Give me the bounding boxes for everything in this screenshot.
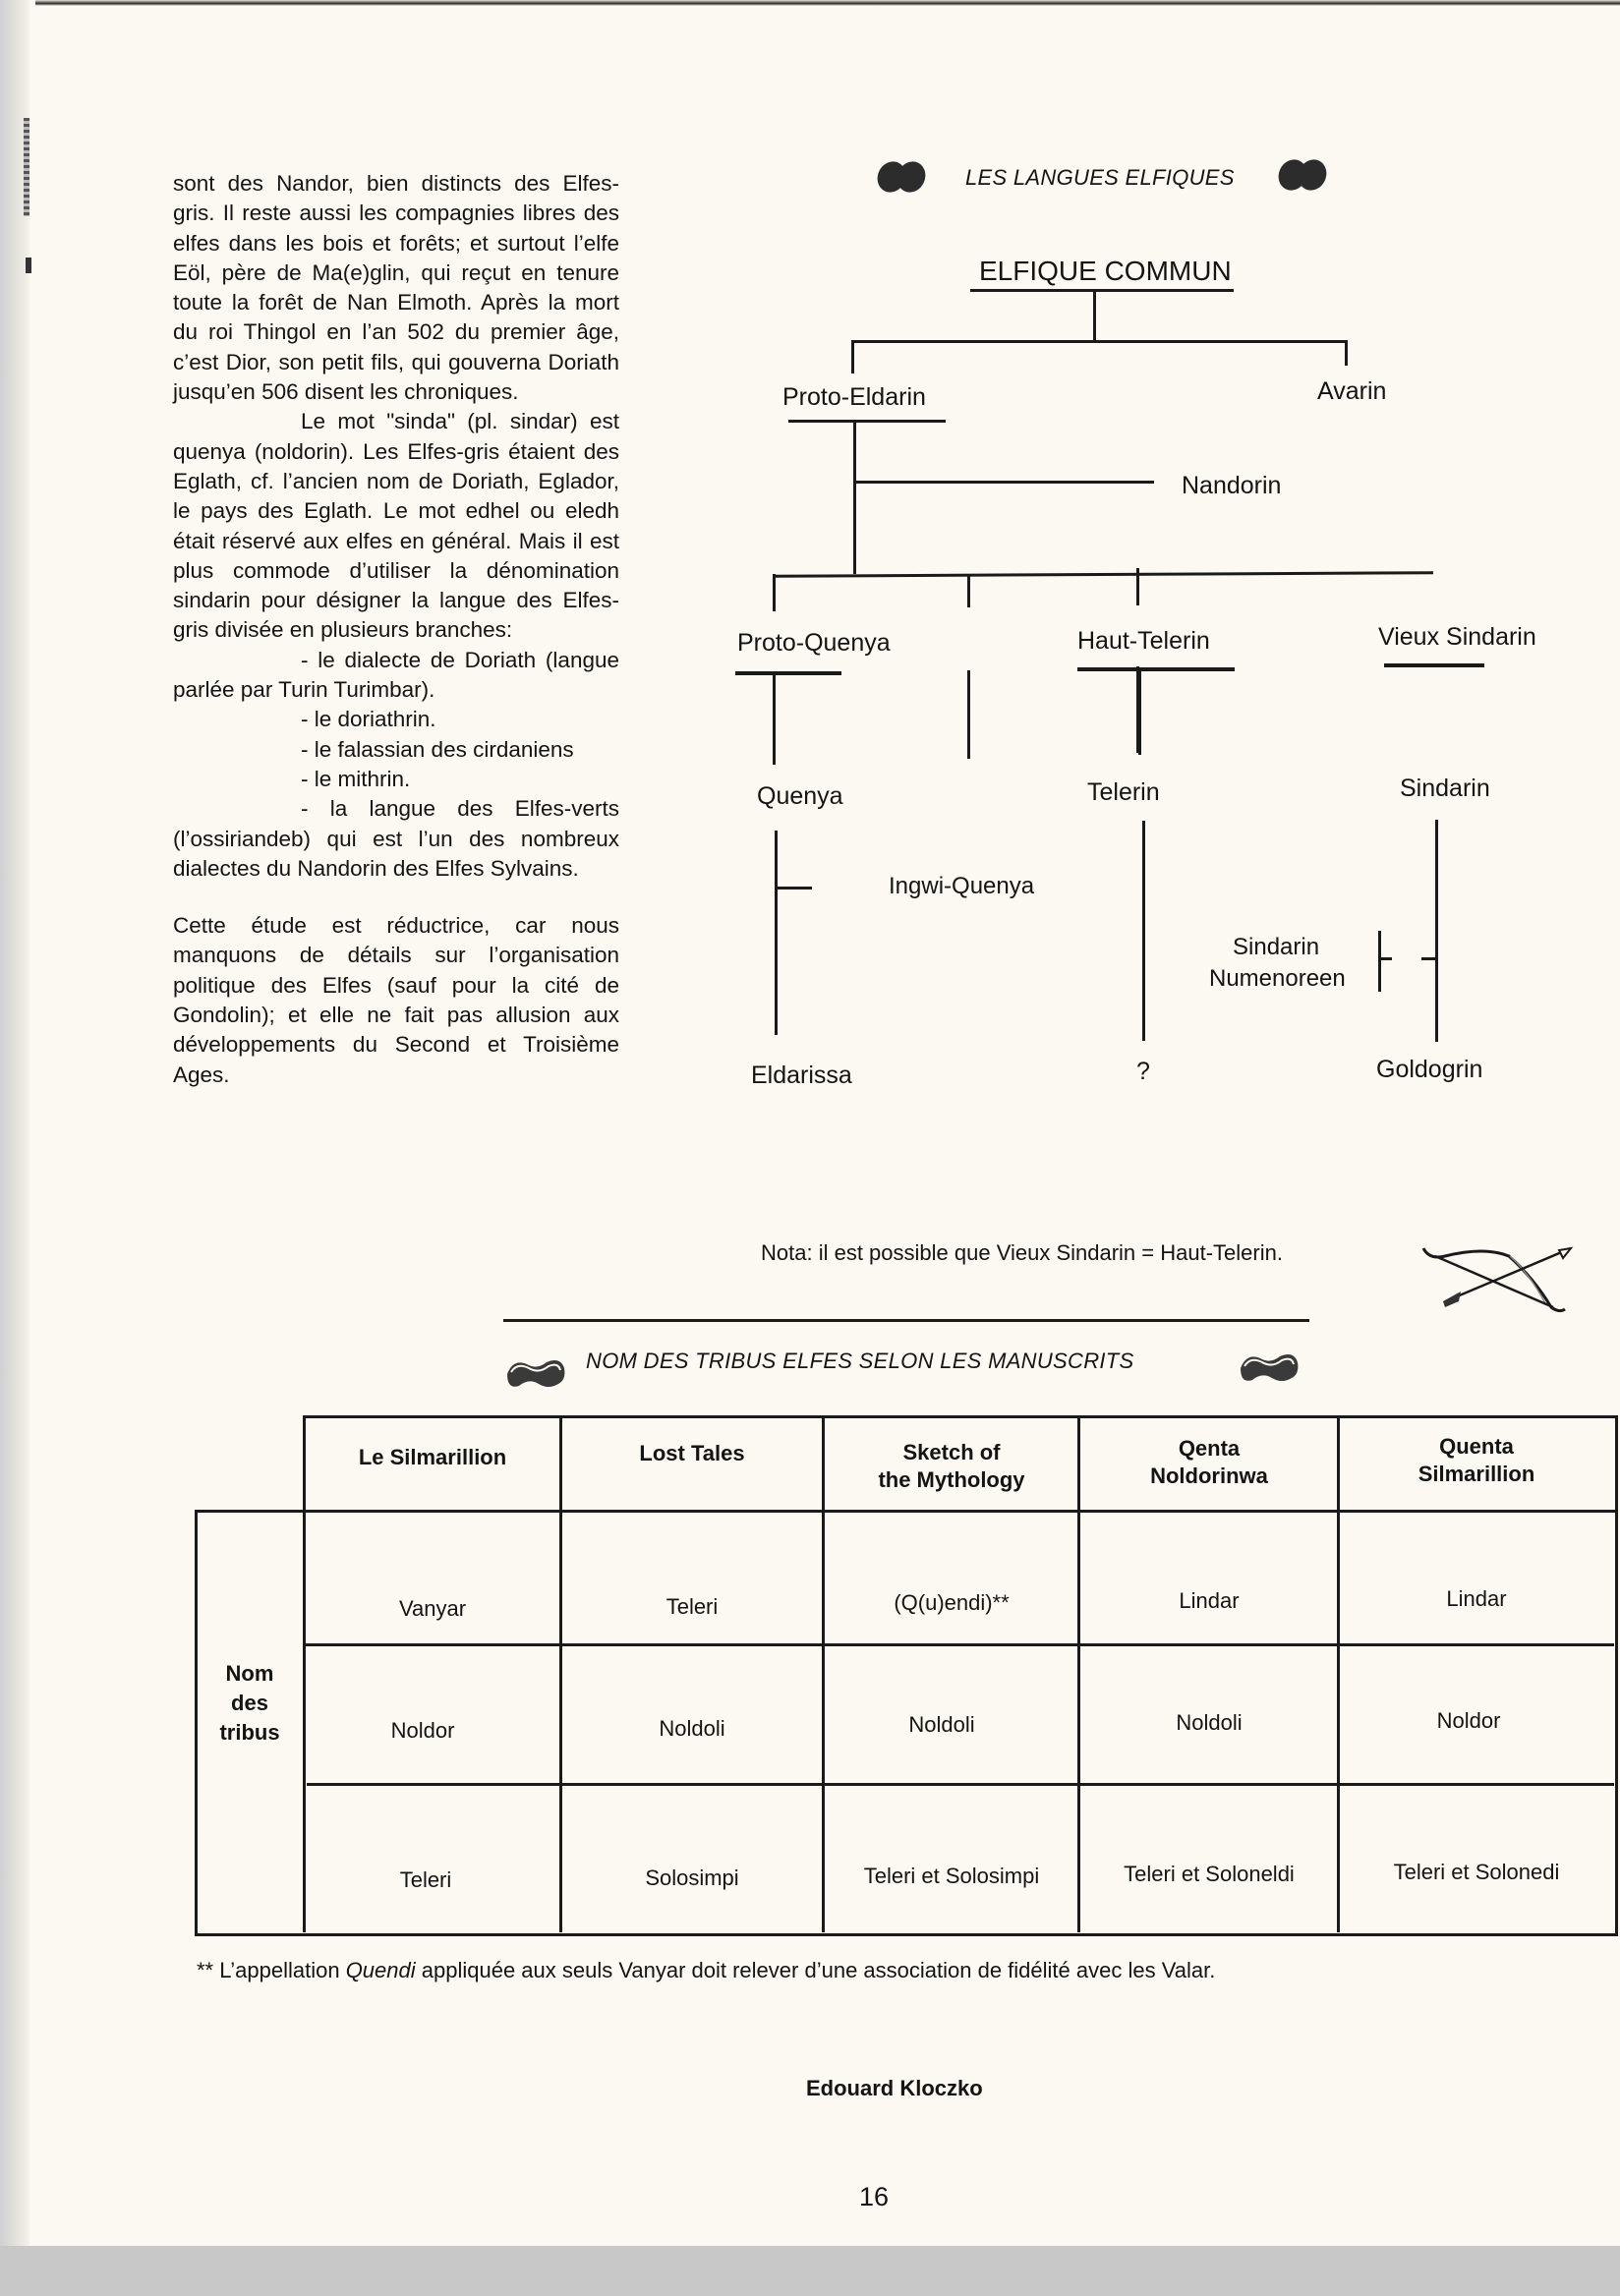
tree-node-avarin: Avarin [1317,377,1387,405]
table-cell: Teleri et Soloneldi [1124,1862,1295,1886]
tree-line [853,421,856,574]
tree-node-haut-telerin: Haut-Telerin [1077,627,1210,655]
row-header [197,1659,303,1748]
footnote [197,1958,1215,1983]
column-header-label: Noldorinwa [1150,1464,1268,1488]
tree-line [1138,668,1141,755]
scan-background-band [0,2246,1620,2296]
table-cell: Noldor [390,1718,455,1743]
table-gridline [1337,1415,1340,1932]
paragraph: sont des Nandor, bien distincts des Elfes-gris. Il reste aussi les compagnies libres des elfes dans les bois et forêts; et surtout l’elfe Eöl, père de Ma(e)glin, qui reçut en tenure toute la forêt de Nan Elmoth. Après la mort du roi Thingol en l’an 502 du premier âge, c’est Dior, son petit fils, qui gouverna Doriath jusqu’en 506 disent les chroniques. [173,171,619,405]
column-header [825,1439,1078,1494]
footnote-text: ** L’appellation [197,1958,346,1982]
underline [739,671,841,675]
column-header-label: Le Silmarillion [358,1445,507,1469]
table-cell: Teleri [665,1594,719,1619]
tree-line [773,571,1433,578]
tree-node-sindarin-numenoreen: Numenoreen [1209,965,1346,992]
tree-line [967,670,970,759]
tree-line [1142,821,1145,1041]
tree-node-sindarin: Sindarin [1400,775,1490,802]
tree-line [773,674,776,765]
tree-line-dashed [1421,957,1435,960]
double-oval-ornament-icon [1276,157,1331,193]
tree-node-root: ELFIQUE COMMUN [979,256,1232,286]
footnote-text: appliquée aux seuls Vanyar doit relever d’une association de fidélité avec les Valar. [415,1958,1216,1982]
tree-node-eldarissa: Eldarissa [751,1062,852,1089]
row-header-label: Nom [225,1661,274,1686]
table-cell: Lindar [1446,1586,1507,1611]
section-title-tribes: NOM DES TRIBUS ELFES SELON LES MANUSCRITS [586,1349,1134,1373]
tree-line [1378,931,1381,992]
tree-line [1435,820,1438,1042]
tree-line [1345,340,1348,366]
table-cell: Vanyar [398,1596,467,1621]
table-cell: Solosimpi [645,1866,739,1890]
table-gridline [305,1643,1614,1646]
column-header [1340,1433,1613,1488]
list-item: - le mithrin. [301,766,411,791]
wave-ornament-icon [503,1354,568,1394]
table-cell: Noldoli [1176,1710,1243,1735]
tree-line [851,340,1347,343]
author-signature: Edouard Kloczko [806,2076,983,2100]
table-gridline [307,1783,1614,1786]
tree-line [967,574,970,607]
tree-node-goldogrin: Goldogrin [1376,1056,1483,1083]
tree-node-unknown: ? [1136,1058,1150,1085]
column-header-label: Lost Tales [639,1441,745,1465]
table-cell: Noldor [1436,1708,1501,1733]
column-header-label: the Mythology [878,1467,1025,1492]
column-header [1080,1435,1338,1490]
tree-node-nandorin: Nandorin [1182,472,1282,499]
left-column-text [173,169,619,1090]
table-cell: Teleri et Solosimpi [863,1864,1040,1888]
page-edge-shadow [0,0,29,2296]
row-header-label: tribus [219,1720,280,1745]
tree-line [855,481,1154,484]
row-header-label: des [231,1691,268,1715]
underline [1384,663,1484,667]
table-cell: Noldoli [659,1716,725,1741]
paragraph: Cette étude est réductrice, car nous manquons de détails sur l’organisation politique des Elfes (sauf pour la cité de Gondolin); et elle ne fait pas allusion aux développements du Second et Troisième Ages. [173,913,619,1087]
column-header-label: Qenta [1178,1436,1241,1461]
section-title-languages: LES LANGUES ELFIQUES [965,165,1235,190]
tree-line [775,831,778,1035]
nota-text: Nota: il est possible que Vieux Sindarin = Haut-Telerin. [761,1240,1283,1265]
tree-node-ingwi-quenya: Ingwi-Quenya [889,873,1035,899]
underline [1077,667,1235,671]
tree-node-telerin: Telerin [1087,778,1160,806]
tree-node-proto-eldarin: Proto-Eldarin [782,383,926,411]
column-header [562,1441,822,1466]
bow-and-arrow-icon [1416,1240,1583,1319]
table-cell: Teleri et Solonedi [1393,1860,1560,1884]
table-cell: Noldoli [908,1712,975,1737]
underline [970,289,1234,292]
column-header-label: Silmarillion [1418,1462,1535,1486]
underline [788,420,946,423]
table-cell: (Q(u)endi)** [894,1590,1010,1615]
tree-line [851,340,854,373]
binding-mark [24,118,29,216]
list-item: - le falassian des cirdaniens [301,736,574,762]
tree-node-sindarin-numenoreen: Sindarin [1233,934,1320,960]
tree-node-quenya: Quenya [757,782,843,810]
column-header [305,1445,560,1470]
tree-line [777,887,812,890]
page-number: 16 [859,2182,890,2211]
tree-line [773,574,776,611]
binding-mark [26,258,31,273]
tree-line [1093,291,1096,342]
tree-line-dashed [1380,957,1392,960]
tree-line [1136,568,1139,605]
tree-node-proto-quenya: Proto-Quenya [737,629,891,657]
wave-ornament-icon [1237,1349,1302,1388]
table-cell: Lindar [1179,1588,1240,1613]
column-header-label: Quenta [1439,1434,1514,1459]
table-gridline [303,1510,1614,1513]
top-page-edge [35,0,1620,6]
paragraph: Le mot "sinda" (pl. sindar) est quenya (noldorin). Les Elfes-gris étaient des Eglath, cf. l’ancien nom de Doriath, Eglador, le pays des Eglath. Le mot edhel ou eledh était réservé aux elfes en général. Mais il est plus commode d’utiliser la dénomination sindarin pour désigner la langue des Elfes-gris divisée en plusieurs branches: [173,409,619,643]
table-gridline [559,1415,562,1932]
list-item: - le doriathrin. [301,707,436,732]
tree-node-vieux-sindarin: Vieux Sindarin [1378,623,1536,651]
section-divider [503,1319,1309,1322]
list-item: - le dialecte de Doriath (langue parlée par Turin Turimbar). [173,647,619,703]
column-header-label: Sketch of [902,1440,1001,1464]
double-oval-ornament-icon [875,159,930,195]
list-item: - la langue des Elfes-verts (l’ossiriandeb) qui est l’un des nombreux dialectes du Nandorin des Elfes Sylvains. [173,796,619,881]
table-cell: Teleri [399,1867,452,1892]
footnote-emphasis: Quendi [345,1958,416,1982]
